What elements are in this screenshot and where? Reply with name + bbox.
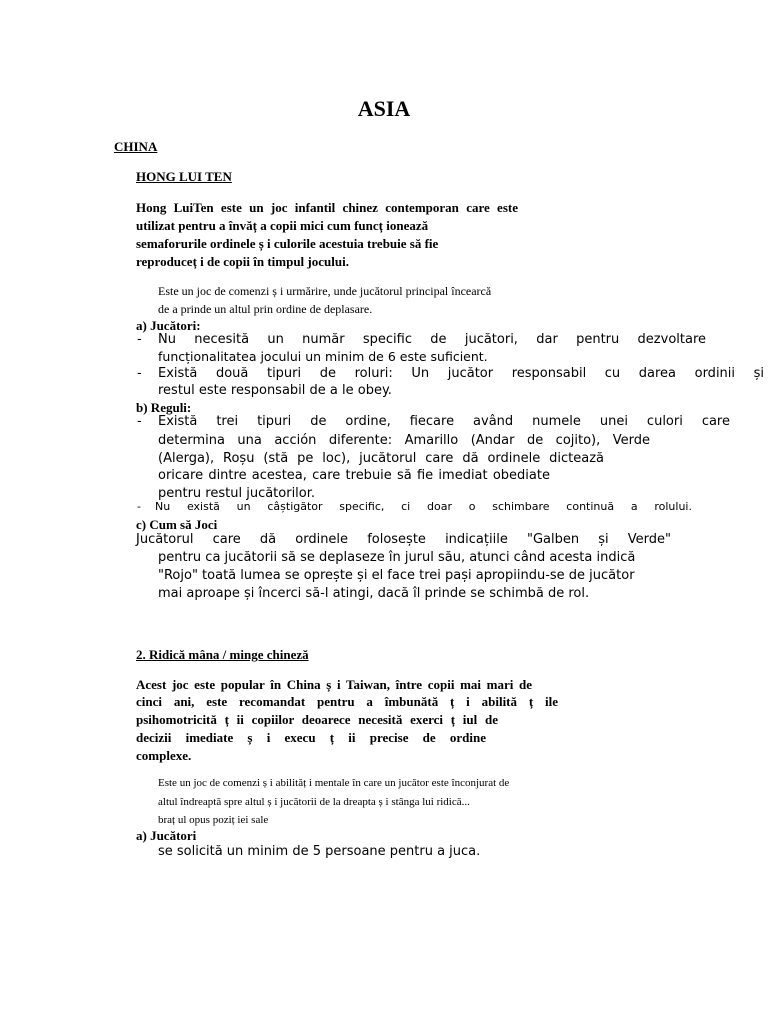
game1-rules-line: determina una acción diferente: Amarillo (Andar de cojito), Verde	[158, 433, 650, 448]
game1-how-line: mai aproape și încerci să-l atingi, dacă îl prinde se schimbă de rol.	[158, 586, 590, 601]
game1-players-bullet-line: funcționalitatea jocului un minim de 6 este suficient.	[158, 349, 488, 364]
game1-players-bullet-line: restul este responsabil de a le obey.	[158, 383, 392, 398]
game1-how-line: "Rojo" toată lumea se oprește și el face trei pași apropiindu-se de jucător	[158, 568, 635, 583]
game1-rules-line: pentru restul jucătorilor.	[158, 486, 316, 501]
game1-players-bullet-line: Nu necesită un număr specific de jucători, dar pentru dezvoltare	[158, 332, 706, 347]
game2-players-text: se solicită un minim de 5 persoane pentru a juca.	[158, 844, 481, 859]
game1-intro-line: semaforurile ordinele ș i culorile acestuia trebuie să fie	[136, 236, 439, 251]
game1-how-heading: c) Cum să Joci	[136, 517, 218, 532]
game1-no-winner-line: Nu există un câștigător specific, ci doar o schimbare continuă a rolului.	[155, 500, 692, 513]
bullet-dash: -	[137, 500, 141, 513]
game2-desc-line: altul îndreaptă spre altul ș i jucătorii de la dreapta ș i stânga lui ridică...	[158, 796, 470, 808]
game2-desc-line: braț ul opus poziț iei sale	[158, 814, 269, 826]
game2-heading	[136, 647, 380, 663]
game1-how-line: pentru ca jucătorii să se deplaseze în jurul său, atunci când acesta indică	[158, 550, 636, 565]
game1-rules-heading: b) Reguli:	[136, 400, 192, 415]
game1-rules-line: Există trei tipuri de ordine, fiecare având numele unei culori care	[158, 414, 730, 429]
game2-intro-line: cinci ani, este recomandat pentru a îmbunătă ț i abilită ț ile	[136, 694, 558, 709]
game2-intro-line: complexe.	[136, 748, 192, 763]
section-heading-china: CHINA	[114, 139, 158, 154]
game2-heading-text: 2. Ridică mâna / minge chineză	[136, 647, 309, 662]
game1-intro-line: reproduceț i de copii în timpul jocului.	[136, 254, 349, 269]
bullet-dash: -	[137, 414, 142, 429]
game1-rules-line: oricare dintre acestea, care trebuie să fie imediat obediate	[158, 468, 550, 483]
game1-intro-line: utilizat pentru a învăț a copii mici cum funcț ionează	[136, 218, 429, 233]
game1-intro-line: Hong LuiTen este un joc infantil chinez contemporan care este	[136, 200, 518, 215]
game1-how-line: Jucătorul care dă ordinele folosește indicațiile "Galben și Verde"	[136, 532, 671, 547]
game2-players-heading: a) Jucători	[136, 828, 197, 843]
game1-players-heading: a) Jucători:	[136, 318, 201, 333]
game1-players-bullet-line: Există două tipuri de roluri: Un jucător responsabil cu darea ordinii și	[158, 366, 764, 381]
game1-rules-line: (Alerga), Roșu (stă pe loc), jucătorul care dă ordinele dictează	[158, 451, 604, 466]
game2-intro-line: Acest joc este popular în China ș i Taiwan, între copii mai mari de	[136, 677, 532, 692]
game1-heading-text: HONG LUI TEN	[136, 169, 232, 184]
game2-intro-line: psihomotricită ț ii copiilor deoarece necesită exerci ț iul de	[136, 712, 498, 727]
bullet-dash: -	[137, 366, 142, 381]
game1-desc-line: Este un joc de comenzi ș i urmărire, unde jucătorul principal încearcă	[158, 284, 492, 298]
game2-desc-line: Este un joc de comenzi ș i abilităț i mentale în care un jucător este înconjurat de	[158, 777, 510, 789]
page-title: ASIA	[357, 96, 411, 121]
game1-desc-line: de a prinde un altul prin ordine de deplasare.	[158, 302, 373, 316]
bullet-dash: -	[137, 332, 142, 347]
game2-intro-line: decizii imediate ș i execu ț ii precise de ordine	[136, 730, 486, 745]
game1-heading	[136, 169, 272, 185]
